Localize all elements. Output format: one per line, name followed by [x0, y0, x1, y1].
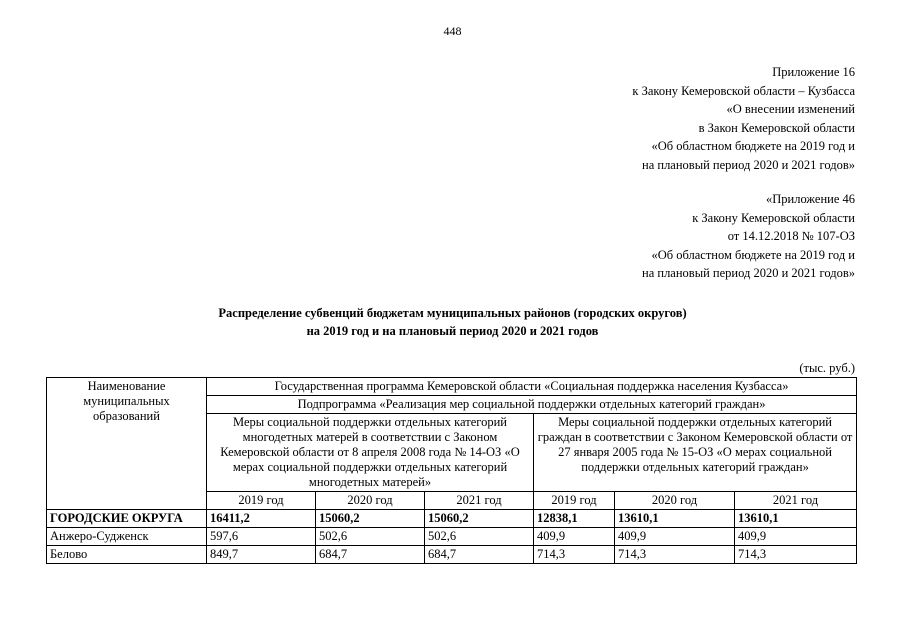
units-label: (тыс. руб.) — [799, 361, 855, 375]
year-header: 2020 год — [615, 492, 735, 510]
table-header-row — [47, 378, 857, 396]
table-row — [47, 528, 857, 546]
region-name: ГОРОДСКИЕ ОКРУГА — [47, 510, 207, 528]
appendix-16-line: Приложение 16 — [772, 65, 855, 79]
value-cell: 714,3 — [615, 546, 735, 564]
document-title — [0, 304, 905, 340]
table-row — [47, 546, 857, 564]
value-cell: 714,3 — [735, 546, 857, 564]
region-name: Белово — [47, 546, 207, 564]
value-cell: 502,6 — [425, 528, 534, 546]
value-cell: 13610,1 — [615, 510, 735, 528]
value-cell: 12838,1 — [534, 510, 615, 528]
value-cell: 849,7 — [207, 546, 316, 564]
appendix-16-line: на плановый период 2020 и 2021 годов» — [642, 157, 855, 172]
value-cell: 409,9 — [735, 528, 857, 546]
value-cell: 409,9 — [534, 528, 615, 546]
value-cell: 15060,2 — [316, 510, 425, 528]
appendix-16-line: в Закон Кемеровской области — [698, 120, 855, 135]
value-cell: 15060,2 — [425, 510, 534, 528]
name-column-header: Наименование муниципальных образований — [47, 378, 207, 510]
value-cell: 502,6 — [316, 528, 425, 546]
appendix-16-line: «Об областном бюджете на 2019 год и — [651, 139, 855, 154]
appendix-46-header — [642, 190, 855, 283]
table-row — [47, 510, 857, 528]
appendix-46-line: на плановый период 2020 и 2021 годов» — [642, 266, 855, 281]
appendix-46-line: к Закону Кемеровской области — [692, 210, 855, 225]
measure-1-header: Меры социальной поддержки отдельных категорий многодетных матерей в соответствии с Законом Кемеровской области от 8 апреля 2008 года № 14-ОЗ «О мерах социальной поддержки отдельных категорий многодетных матерей» — [207, 414, 534, 492]
value-cell: 684,7 — [316, 546, 425, 564]
year-header: 2021 год — [425, 492, 534, 510]
year-header: 2020 год — [316, 492, 425, 510]
value-cell: 684,7 — [425, 546, 534, 564]
subsidy-table — [46, 377, 857, 564]
subprogram-header: Подпрограмма «Реализация мер социальной поддержки отдельных категорий граждан» — [207, 396, 857, 414]
value-cell: 409,9 — [615, 528, 735, 546]
appendix-46-line: «Об областном бюджете на 2019 год и — [651, 247, 855, 262]
year-header: 2019 год — [534, 492, 615, 510]
appendix-16-line: «О внесении изменений — [726, 102, 855, 117]
appendix-46-line: от 14.12.2018 № 107-ОЗ — [727, 229, 855, 244]
value-cell: 597,6 — [207, 528, 316, 546]
program-header: Государственная программа Кемеровской области «Социальная поддержка населения Кузбасса» — [207, 378, 857, 396]
value-cell: 16411,2 — [207, 510, 316, 528]
document-title-line-1: Распределение субвенций бюджетам муниципальных районов (городских округов) — [218, 306, 687, 320]
appendix-46-line: «Приложение 46 — [766, 192, 855, 206]
year-header: 2019 год — [207, 492, 316, 510]
appendix-16-header — [632, 63, 855, 175]
document-title-line-2: на 2019 год и на плановый период 2020 и 2021 годов — [306, 324, 599, 338]
value-cell: 714,3 — [534, 546, 615, 564]
value-cell: 13610,1 — [735, 510, 857, 528]
year-header: 2021 год — [735, 492, 857, 510]
region-name: Анжеро-Судженск — [47, 528, 207, 546]
measure-2-header: Меры социальной поддержки отдельных категорий граждан в соответствии с Законом Кемеровской области от 27 января 2005 года № 15-ОЗ «О мерах социальной поддержки отдельных категорий граждан» — [534, 414, 857, 492]
appendix-16-line: к Закону Кемеровской области – Кузбасса — [632, 83, 855, 98]
page-number: 448 — [443, 24, 462, 38]
